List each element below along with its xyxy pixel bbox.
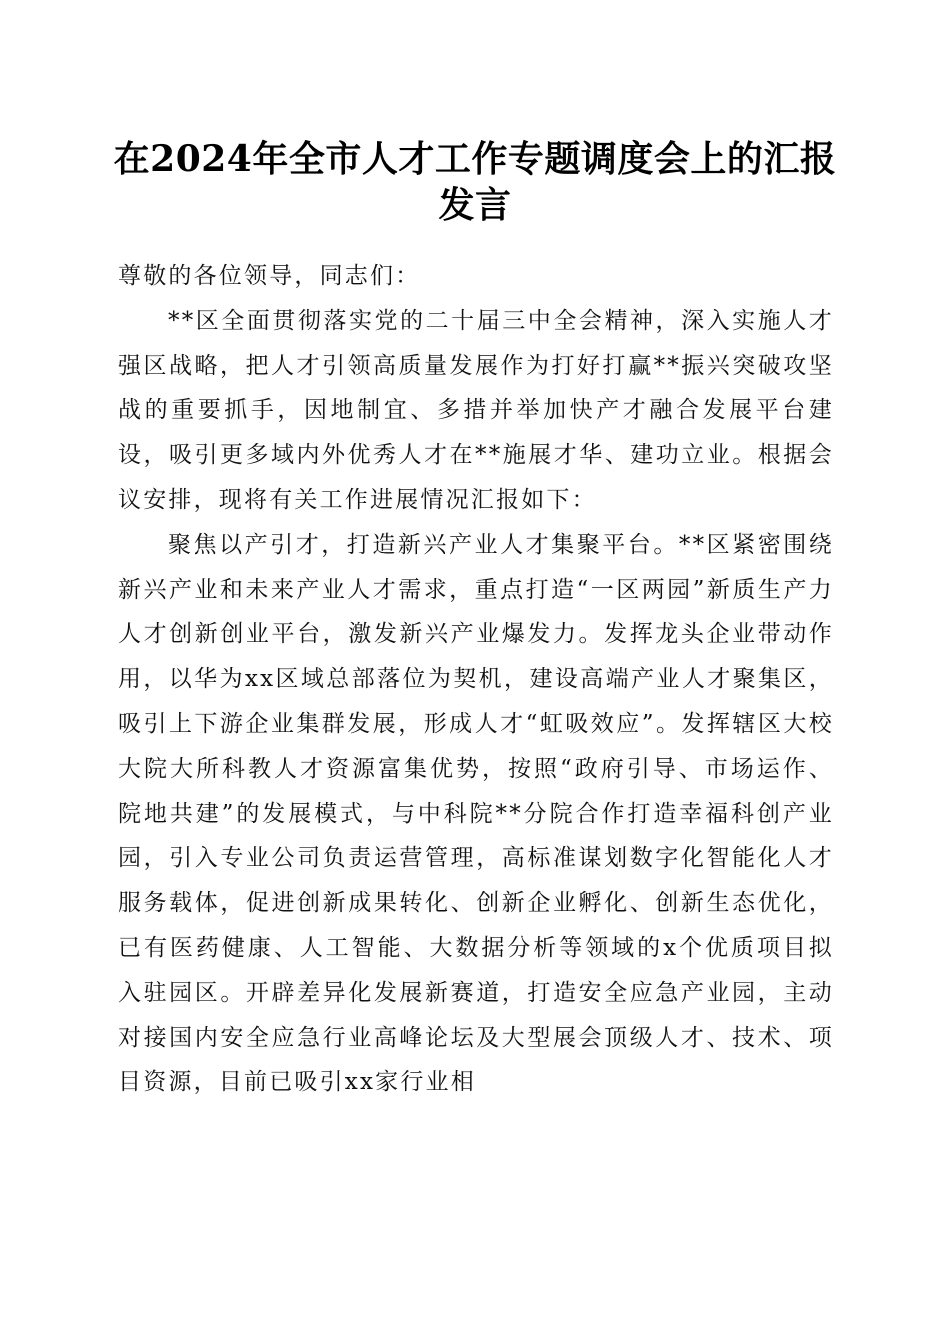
paragraph-section-1: 聚焦以产引才，打造新兴产业人才集聚平台。**区紧密围绕新兴产业和未来产业人才需求，重点打造“一区两园”新质生产力人才创新创业平台，激发新兴产业爆发力。发挥龙头企业带动作用，以华为xx区域总部落位为契机，建设高端产业人才聚集区，吸引上下游企业集群发展，形成人才“虹吸效应”。发挥辖区大校大院大所科教人才资源富集优势，按照“政府引导、市场运作、院地共建”的发展模式，与中科院**分院合作打造幸福科创产业园，引入专业公司负责运营管理，高标准谋划数字化智能化人才服务载体，促进创新成果转化、创新企业孵化、创新生态优化，已有医药健康、人工智能、大数据分析等领域的x个优质项目拟入驻园区。开辟差异化发展新赛道，打造安全应急产业园，主动对接国内安全应急行业高峰论坛及大型展会顶级人才、技术、项目资源，目前已吸引xx家行业相 xyxy=(118,531,834,1096)
document-title xyxy=(110,136,840,228)
document-body xyxy=(118,254,834,1105)
title-line-2: 发言 xyxy=(438,184,512,226)
title-line-1: 在2024年全市人才工作专题调度会上的汇报 xyxy=(113,138,837,180)
salutation: 尊敬的各位领导，同志们： xyxy=(118,263,421,289)
paragraph-intro: **区全面贯彻落实党的二十届三中全会精神，深入实施人才强区战略，把人才引领高质量发展作为打好打赢**振兴突破攻坚战的重要抓手，因地制宜、多措并举加快产才融合发展平台建设，吸引更多域内外优秀人才在**施展才华、建功立业。根据会议安排，现将有关工作进展情况汇报如下： xyxy=(118,307,834,513)
